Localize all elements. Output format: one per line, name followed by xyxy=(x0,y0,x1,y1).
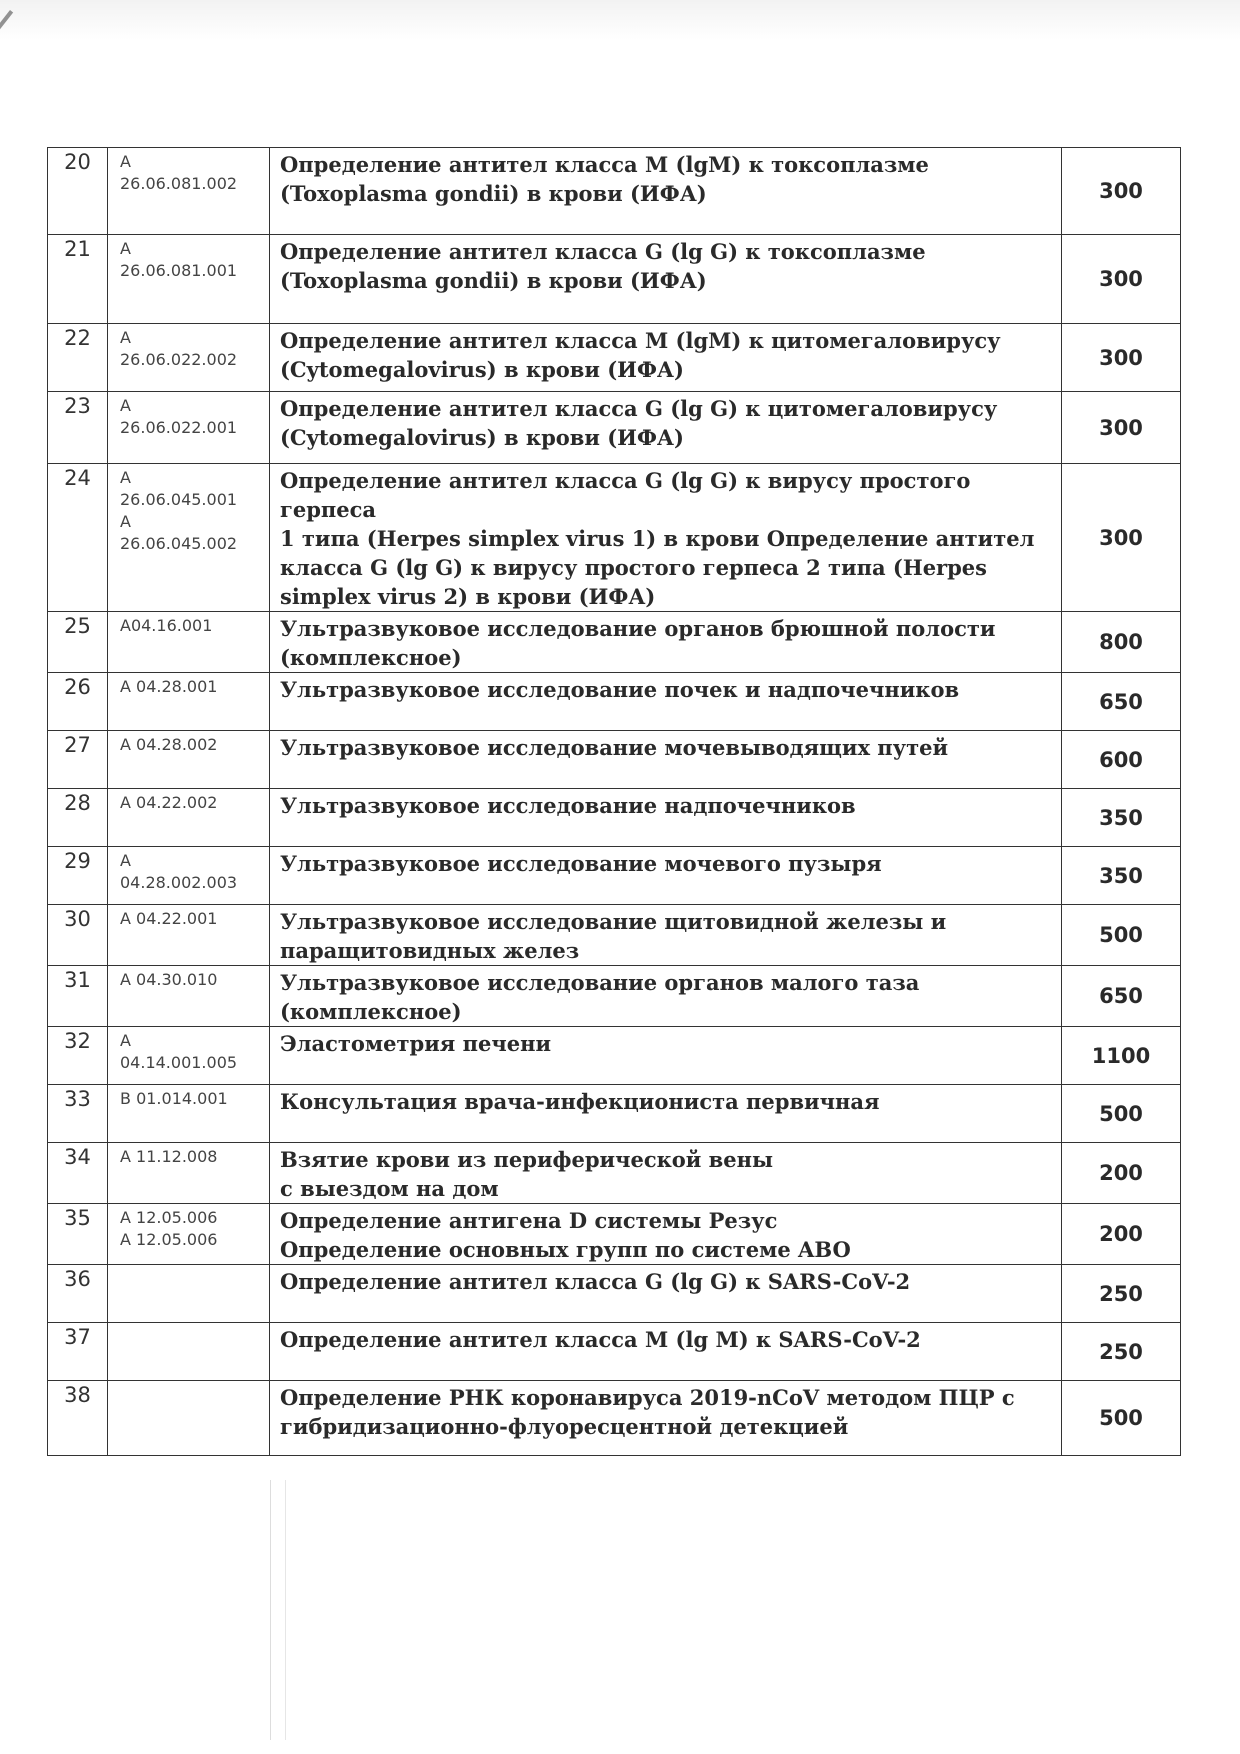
service-code-line: A xyxy=(120,851,131,870)
service-name-line: с выездом на дом xyxy=(280,1176,499,1201)
service-name xyxy=(270,1027,1062,1085)
service-code-line: A 04.30.010 xyxy=(120,970,218,989)
service-code-line: A 12.05.006 xyxy=(120,1230,218,1249)
service-name xyxy=(270,1265,1062,1323)
table-row xyxy=(48,1381,1181,1456)
service-name-line: Определение РНК коронавируса 2019-nCoV методом ПЦР с xyxy=(280,1385,1015,1410)
table-row xyxy=(48,1085,1181,1143)
price-table xyxy=(47,147,1181,1456)
service-price: 600 xyxy=(1062,731,1181,789)
service-name-line: (Cytomegalovirus) в крови (ИФА) xyxy=(280,425,684,450)
service-price: 300 xyxy=(1062,148,1181,235)
service-code-line: 26.06.081.002 xyxy=(120,174,238,193)
service-code-line: A xyxy=(120,512,131,531)
service-code xyxy=(108,847,270,905)
service-name xyxy=(270,905,1062,966)
service-code-line: 26.06.081.001 xyxy=(120,261,238,280)
service-code xyxy=(108,1085,270,1143)
service-name-line: Консультация врача-инфекциониста первичная xyxy=(280,1089,880,1114)
row-number: 35 xyxy=(48,1204,108,1265)
row-number: 26 xyxy=(48,673,108,731)
service-code-line: 26.06.022.001 xyxy=(120,418,238,437)
service-name xyxy=(270,966,1062,1027)
table-row xyxy=(48,1204,1181,1265)
service-code-line: A 04.28.002 xyxy=(120,735,218,754)
table-row xyxy=(48,789,1181,847)
service-name xyxy=(270,1143,1062,1204)
row-number: 21 xyxy=(48,235,108,324)
row-number: 36 xyxy=(48,1265,108,1323)
row-number: 33 xyxy=(48,1085,108,1143)
service-name-line: Ультразвуковое исследование надпочечников xyxy=(280,793,856,818)
service-code-line: 26.06.045.001 xyxy=(120,490,238,509)
service-code xyxy=(108,148,270,235)
service-name xyxy=(270,1085,1062,1143)
service-name-line: (Toxoplasma gondii) в крови (ИФА) xyxy=(280,181,707,206)
row-number: 25 xyxy=(48,612,108,673)
service-name-line: паращитовидных желез xyxy=(280,938,580,963)
service-code xyxy=(108,392,270,464)
service-price: 650 xyxy=(1062,673,1181,731)
service-code xyxy=(108,1381,270,1456)
service-price: 300 xyxy=(1062,235,1181,324)
service-code-line: 04.14.001.005 xyxy=(120,1053,238,1072)
service-price: 250 xyxy=(1062,1323,1181,1381)
service-code-line: A xyxy=(120,1031,131,1050)
table-row xyxy=(48,612,1181,673)
service-code xyxy=(108,1323,270,1381)
service-price: 300 xyxy=(1062,324,1181,392)
service-name-line: Определение основных групп по системе ABO xyxy=(280,1237,851,1262)
row-number: 28 xyxy=(48,789,108,847)
row-number: 31 xyxy=(48,966,108,1027)
table-row xyxy=(48,1265,1181,1323)
service-code-line: B 01.014.001 xyxy=(120,1089,228,1108)
service-name xyxy=(270,324,1062,392)
row-number: 34 xyxy=(48,1143,108,1204)
service-code-line: A xyxy=(120,152,131,171)
service-name-line: класса G (lg G) к вирусу простого герпеса 2 типа (Herpes xyxy=(280,555,987,580)
service-code-line: 26.06.022.002 xyxy=(120,350,238,369)
service-price: 350 xyxy=(1062,789,1181,847)
service-price: 300 xyxy=(1062,464,1181,612)
service-code xyxy=(108,905,270,966)
service-name xyxy=(270,1381,1062,1456)
row-number: 27 xyxy=(48,731,108,789)
table-row xyxy=(48,235,1181,324)
service-price: 1100 xyxy=(1062,1027,1181,1085)
service-price: 500 xyxy=(1062,905,1181,966)
service-name-line: Ультразвуковое исследование органов брюшной полости xyxy=(280,616,996,641)
service-name xyxy=(270,731,1062,789)
table-row xyxy=(48,1027,1181,1085)
service-name-line: Определение антител класса M (lgM) к токсоплазме xyxy=(280,152,929,177)
service-code xyxy=(108,673,270,731)
service-code-line: A xyxy=(120,468,131,487)
row-number: 23 xyxy=(48,392,108,464)
service-code xyxy=(108,1143,270,1204)
service-name xyxy=(270,673,1062,731)
service-code-line: A xyxy=(120,328,131,347)
service-code xyxy=(108,966,270,1027)
service-code-line: A xyxy=(120,239,131,258)
row-number: 30 xyxy=(48,905,108,966)
service-code-line: A 04.22.002 xyxy=(120,793,218,812)
table-row xyxy=(48,905,1181,966)
service-name xyxy=(270,789,1062,847)
table-row xyxy=(48,148,1181,235)
table-row xyxy=(48,392,1181,464)
service-name-line: Эластометрия печени xyxy=(280,1031,552,1056)
service-code-line: 26.06.045.002 xyxy=(120,534,238,553)
table-row xyxy=(48,464,1181,612)
service-name-line: Ультразвуковое исследование органов малого таза xyxy=(280,970,920,995)
service-name xyxy=(270,847,1062,905)
table-row xyxy=(48,731,1181,789)
table-row xyxy=(48,1323,1181,1381)
service-name-line: (Cytomegalovirus) в крови (ИФА) xyxy=(280,357,684,382)
service-name xyxy=(270,464,1062,612)
service-name-line: 1 типа (Herpes simplex virus 1) в крови Определение антител xyxy=(280,526,1035,551)
table-row xyxy=(48,1143,1181,1204)
service-price: 200 xyxy=(1062,1204,1181,1265)
service-name-line: Определение антител класса G (lg G) к токсоплазме xyxy=(280,239,926,264)
service-code xyxy=(108,324,270,392)
row-number: 29 xyxy=(48,847,108,905)
service-name xyxy=(270,1204,1062,1265)
row-number: 37 xyxy=(48,1323,108,1381)
service-name-line: (комплексное) xyxy=(280,999,462,1024)
service-name-line: Определение антител класса M (lg M) к SARS-CoV-2 xyxy=(280,1327,921,1352)
scan-shadow xyxy=(0,0,1240,40)
row-number: 20 xyxy=(48,148,108,235)
service-code-line: A 11.12.008 xyxy=(120,1147,218,1166)
table-row xyxy=(48,847,1181,905)
service-name-line: гибридизационно-флуоресцентной детекцией xyxy=(280,1414,849,1439)
service-price: 200 xyxy=(1062,1143,1181,1204)
service-name-line: Определение антител класса G (lg G) к SARS-CoV-2 xyxy=(280,1269,911,1294)
service-price: 500 xyxy=(1062,1381,1181,1456)
table-row xyxy=(48,966,1181,1027)
service-name-line: Ультразвуковое исследование мочевыводящих путей xyxy=(280,735,949,760)
service-price: 350 xyxy=(1062,847,1181,905)
service-name-line: Ультразвуковое исследование почек и надпочечников xyxy=(280,677,960,702)
service-code-line: A 04.22.001 xyxy=(120,909,218,928)
service-code-line: A 12.05.006 xyxy=(120,1208,218,1227)
service-name-line: (комплексное) xyxy=(280,645,462,670)
service-name-line: Взятие крови из периферической вены xyxy=(280,1147,774,1172)
service-name-line: Определение антигена D системы Резус xyxy=(280,1208,778,1233)
service-code-line: A xyxy=(120,396,131,415)
scan-artifact xyxy=(270,1480,286,1740)
service-price: 650 xyxy=(1062,966,1181,1027)
service-code-line: A 04.28.001 xyxy=(120,677,218,696)
service-price: 300 xyxy=(1062,392,1181,464)
service-code-line: A04.16.001 xyxy=(120,616,213,635)
service-name-line: Определение антител класса G (lg G) к вирусу простого герпеса xyxy=(280,468,971,522)
service-code xyxy=(108,1204,270,1265)
table-row xyxy=(48,324,1181,392)
row-number: 38 xyxy=(48,1381,108,1456)
service-name xyxy=(270,1323,1062,1381)
row-number: 24 xyxy=(48,464,108,612)
service-code xyxy=(108,1027,270,1085)
row-number: 22 xyxy=(48,324,108,392)
service-name xyxy=(270,235,1062,324)
service-code xyxy=(108,731,270,789)
service-price: 800 xyxy=(1062,612,1181,673)
price-table-body xyxy=(48,148,1181,1456)
table-row xyxy=(48,673,1181,731)
service-code xyxy=(108,235,270,324)
service-price: 250 xyxy=(1062,1265,1181,1323)
service-name-line: Определение антител класса G (lg G) к цитомегаловирусу xyxy=(280,396,998,421)
service-name-line: simplex virus 2) в крови (ИФА) xyxy=(280,584,656,609)
service-name-line: Определение антител класса M (lgM) к цитомегаловирусу xyxy=(280,328,1001,353)
service-name-line: Ультразвуковое исследование щитовидной железы и xyxy=(280,909,947,934)
service-name-line: (Toxoplasma gondii) в крови (ИФА) xyxy=(280,268,707,293)
service-code xyxy=(108,612,270,673)
service-name xyxy=(270,392,1062,464)
service-code xyxy=(108,1265,270,1323)
service-code xyxy=(108,789,270,847)
service-name xyxy=(270,612,1062,673)
service-name xyxy=(270,148,1062,235)
service-price: 500 xyxy=(1062,1085,1181,1143)
service-code xyxy=(108,464,270,612)
row-number: 32 xyxy=(48,1027,108,1085)
service-code-line: 04.28.002.003 xyxy=(120,873,238,892)
service-name-line: Ультразвуковое исследование мочевого пузыря xyxy=(280,851,882,876)
